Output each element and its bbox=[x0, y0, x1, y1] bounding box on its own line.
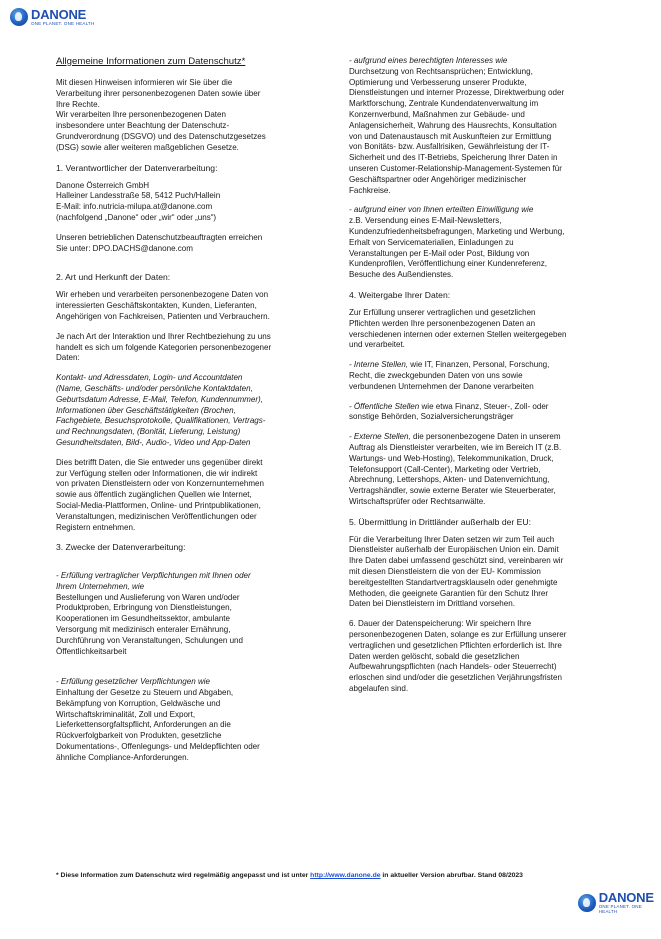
controller-address: Danone Österreich GmbH Halleiner Landesstraße 58, 5412 Puch/Hallein E-Mail: info.nutricia-milupa.at@danone.com (nachfolgend „Danone“ oder „wir“ oder „uns“) bbox=[56, 180, 221, 222]
section-3-heading: 3. Zwecke der Datenverarbeitung: bbox=[56, 542, 186, 553]
purpose-contract-label: - Erfüllung vertraglicher Verpflichtungen mit Ihnen oder Ihrem Unternehmen, wie bbox=[56, 571, 251, 591]
brand-tagline: ONE PLANET. ONE HEALTH bbox=[31, 21, 95, 26]
purpose-interest-label: - aufgrund eines berechtigten Interesses wie bbox=[349, 56, 508, 65]
footer-text-after: in aktueller Version abrufbar. Stand 08/2023 bbox=[380, 872, 523, 879]
section-2-paragraph-2: Je nach Art der Interaktion und Ihrer Rechtbeziehung zu uns handelt es sich um folgende Kategorien personenbezogener Daten: bbox=[56, 331, 272, 363]
recipients-public-label: - Öffentliche Stellen bbox=[349, 401, 420, 411]
brand-name: DANONE bbox=[31, 7, 87, 22]
section-5-heading: 5. Übermittlung in Drittländer außerhalb der EU: bbox=[349, 516, 531, 527]
recipients-external-label: - Externe Stellen, bbox=[349, 432, 411, 442]
recipients-internal bbox=[349, 360, 611, 392]
right-column bbox=[349, 56, 611, 704]
recipients-external-text: die personenbezogene Daten in unserem Auftrag als Dienstleister verarbeiten, wie im Bereich IT (z.B. Wartungs- und Web-Hosting), Telekommunikation, Druck, Telefonsupport (Call-Center), Marketing oder Vertrieb, Abrechnung, Lettershops, Akten- und Datenvernichtung, Vertragshändler, sowie externe Berater wie Steuerberater, Wirtschaftsprüfer oder Rechtsanwälte. bbox=[349, 432, 562, 506]
recipients-internal-label: - Interne Stellen, bbox=[349, 360, 409, 370]
recipients-public-text: wie etwa Finanz, Steuer-, Zoll- oder sonstige Behörden, Sozialversicherungsträger bbox=[349, 401, 549, 422]
footer-link[interactable]: http://www.danone.de bbox=[310, 872, 381, 879]
section-6 bbox=[349, 619, 611, 695]
purpose-legal-label: - Erfüllung gesetzlicher Verpflichtungen wie bbox=[56, 677, 211, 687]
section-2-paragraph-3: Dies betrifft Daten, die Sie entweder uns gegenüber direkt zur Verfügung stellen oder Informationen, die wir indirekt von privaten Dienstleistern oder von Konzernunternehmen sowie aus öffentlich zugänglichen Quellen wie Internet, Social-Media-Plattformen, Online- und Printpublikationen, Veranstaltungen, medizinischen Veröffentlichungen oder Registern entnehmen. bbox=[56, 457, 265, 532]
section-1-heading: 1. Verantwortlicher der Datenverarbeitung: bbox=[56, 162, 218, 173]
purpose-consent-text: z.B. Versendung eines E-Mail-Newsletters, Kundenzufriedenheitsbefragungen, Marketing und Werbung, Erhalt von Servicematerialien, Einladungen zu Veranstaltungen per E-Mail oder Post, Bildung von Kundenprofilen, Veröffentlichung einer Kundenreferenz, Besuche des Außendienstes. bbox=[349, 216, 565, 280]
purpose-consent-label: - aufgrund einer von Ihnen erteilten Einwilligung wie bbox=[349, 205, 534, 215]
dpo-contact: Unseren betrieblichen Datenschutzbeauftragten erreichen Sie unter: DPO.DACHS@danone.com bbox=[56, 232, 263, 253]
purpose-legal-text: Einhaltung der Gesetze zu Steuern und Abgaben, Bekämpfung von Korruption, Geldwäsche und Wirtschaftskriminalität, Zoll und Export, Lieferkettensorgfaltspflicht, Anforderungen an die Rückverfolgbarkeit von Produkten, gesetzliche Dokumentations-, Offenlegungs- und Meldepflichten oder ähnliche Compliance-Anforderungen. bbox=[56, 688, 260, 762]
footer-text-before: * Diese Information zum Datenschutz wird regelmäßig angepasst und ist unter bbox=[56, 872, 311, 879]
intro-paragraph: Mit diesen Hinweisen informieren wir Sie über die Verarbeitung ihrer personenbezogenen Daten sowie über Ihre Rechte. Wir verarbeiten Ihre personenbezogenen Daten insbesondere unter Beachtung der Datenschutz- Grundverordnung (DSGVO) und des Datenschutzgesetzes (DSG) sowie aller weiteren maßgeblichen Gesetze. bbox=[56, 78, 266, 152]
section-6-heading: 6. Dauer der Datenspeicherung: bbox=[349, 619, 464, 629]
danone-logo-icon bbox=[10, 8, 28, 26]
danone-logo-icon bbox=[578, 894, 596, 912]
section-6-text: Wir speichern Ihre personenbezogenen Daten, solange es zur Erfüllung unserer vertraglichen und gesetzlichen Pflichten erforderlich ist. Ihre Daten werden gelöscht, sobald die gesetzlichen Aufbewahrungspflichten (nach Handels- oder Steuerrecht) erloschen sind und/oder die gesetzlichen Verjährungsfristen abgelaufen sind. bbox=[349, 619, 567, 694]
section-2-heading: 2. Art und Herkunft der Daten: bbox=[56, 272, 171, 283]
section-2-paragraph-1: Wir erheben und verarbeiten personenbezogene Daten von interessierten Geschäftskontakten, Kunden, Lieferanten, Angehörigen von Fachkreisen, Patienten und Verbrauchern. bbox=[56, 290, 270, 321]
section-5-paragraph: Für die Verarbeitung Ihrer Daten setzen wir zum Teil auch Dienstleister außerhalb der Europäischen Union ein. Damit Ihre Daten dabei umfassend geschützt sind, vereinbaren wir mit diesen Dienstleistern die von der EU- Kommission bereitgestellten Standartvertragsklauseln oder genehmigte Methoden, die geeignete Garantien für den Schutz Ihrer Daten bei Dienstleistern im Drittland vorsehen. bbox=[349, 534, 564, 609]
brand-tagline: ONE PLANET. ONE HEALTH bbox=[598, 904, 642, 914]
danone-logo-top bbox=[10, 8, 94, 27]
footer-note bbox=[56, 872, 523, 879]
section-4-heading: 4. Weitergabe Ihrer Daten: bbox=[349, 289, 451, 300]
danone-logo-bottom bbox=[578, 891, 661, 914]
purpose-interest-text: Durchsetzung von Rechtsansprüchen; Entwicklung, Optimierung und Verbesserung unserer Produkte, Dienstleistungen und interner Prozesse, Direktwerbung oder Marktforschung, Zentrale Kundendatenverwaltung im Konzernverbund, Maßnahmen zur Gebäude- und Anlagensicherheit, Wahrung des Hausrechts, Konsultation von und Datenaustausch mit Auskunfteien zur Ermittlung von Bonitäts- bzw. Ausfallrisiken, Gewährleistung der IT- Sicherheit und des IT-Betriebs, Speicherung Ihrer Daten in unseren Customer-Relationship-Management-Systemen für Geschäftspartner oder Angehöriger medizinischer Fachkreise. bbox=[349, 66, 565, 195]
recipients-external bbox=[349, 432, 611, 508]
data-categories: Kontakt- und Adressdaten, Login- und Accountdaten (Name, Geschäfts- und/oder persönliche Kontaktdaten, Geburtsdatum Adresse, E-Mail, Telefon, Kundennummer), Informationen über Geschäftstätigkeiten (Brochen, Fachgebiete, Besuchsprotokolle, Qualifikationen, Vertrags- und Rechnungsdaten, (Bonität, Lieferung, Leistung) Gesundheitsdaten, Bild-, Audio-, Video und App-Daten bbox=[56, 373, 266, 447]
recipients-public bbox=[349, 402, 611, 424]
document-title: Allgemeine Informationen zum Datenschutz* bbox=[56, 56, 246, 67]
left-column bbox=[56, 56, 328, 773]
purpose-contract-text: Bestellungen und Auslieferung von Waren und/oder Produktproben, Erbringung von Dienstleistungen, Kooperationen im Gesundheitssektor, ambulante Versorgung mit medizinisch enteraler Ernährung, Durchführung von Veranstaltungen, Schulungen und Öffentlichkeitsarbeit bbox=[56, 592, 244, 656]
brand-name: DANONE bbox=[598, 890, 654, 905]
section-4-paragraph-1: Zur Erfüllung unserer vertraglichen und gesetzlichen Pflichten werden Ihre personenbezogenen Daten an verschiedenen internen oder externen Stellen weitergegeben und verarbeitet. bbox=[349, 307, 567, 350]
recipients-internal-text: wie IT, Finanzen, Personal, Forschung, Recht, die zweckgebunden Daten von uns sowie verbundenen Unternehmen der Danone verarbeiten bbox=[349, 360, 550, 391]
